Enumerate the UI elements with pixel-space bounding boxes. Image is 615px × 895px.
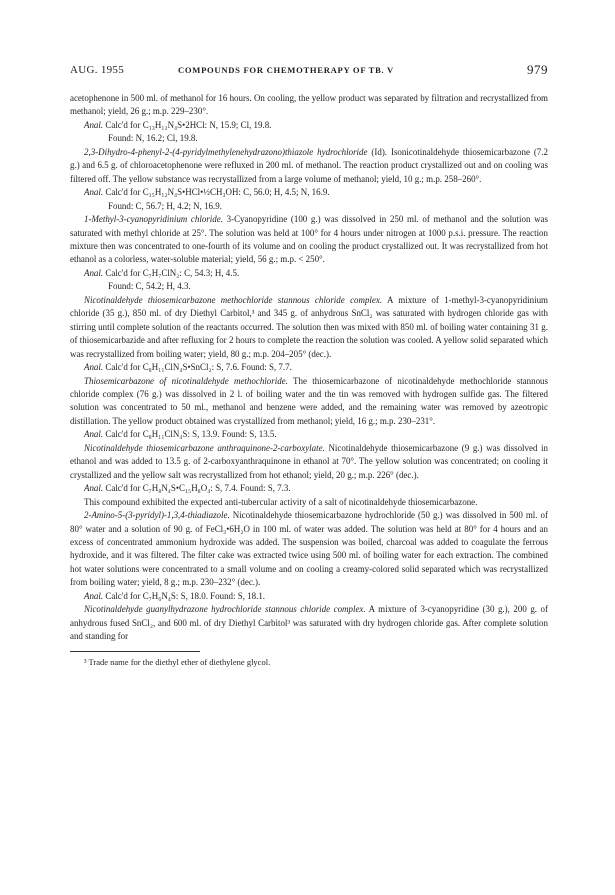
italic-run: 1-Methyl-3-cyanopyridinium chloride. xyxy=(84,214,223,225)
italic-run: Nicotinaldehyde thiosemicarbazone methochloride stannous chloride complex. xyxy=(84,294,383,305)
text-run: Calc'd for C₇H₆N₄S: S, 18.0. Found: S, 18.1. xyxy=(103,590,266,601)
italic-run: Anal. xyxy=(84,267,104,278)
body-paragraph xyxy=(70,294,548,361)
running-title: COMPOUNDS FOR CHEMOTHERAPY OF TB. V xyxy=(178,65,394,75)
italic-run: Nicotinaldehyde thiosemicarbazone anthraquinone-2-carboxylate. xyxy=(84,442,325,453)
text-run: Calc'd for C₁₃H₁₂N₄S•2HCl: N, 15.9; Cl, 19.8. xyxy=(103,119,272,130)
analysis-found xyxy=(70,280,548,293)
text-run: A mixture of 3-cyanopyridine (30 g.), 200 g. of anhydrous fused SnCl₂, and 600 ml. of dry Diethyl Carbitol³ was saturated with dry hydrogen chloride gas. After complete solution and standing for xyxy=(70,604,549,642)
text-run: Calc'd for C₇H₈N₄S•C₁₅H₈O₄: S, 7.4. Found: S, 7.3. xyxy=(103,483,291,494)
article-body xyxy=(70,92,548,644)
text-run: Calc'd for C₈H₁₁ClN₄S•SnCl₂: S, 7.6. Found: S, 7.7. xyxy=(103,362,292,373)
italic-run: 2-Amino-5-(3-pyridyl)-1,3,4-thiadiazole. xyxy=(84,510,230,521)
italic-run: Anal. xyxy=(84,187,104,198)
text-run: The thiosemicarbazone of nicotinaldehyde methochloride stannous chloride complex (76 g.) was dissolved in 2 l. of boiling water and the tin was removed with hydrogen sulfide gas. The filtered solution was concentrated to 50 ml., methanol and benzene were added, and the remaining water was removed by azeotropic distillation. The yellow product obtained was crystallized from methanol; yield, 16 g.; m.p. 230–231°. xyxy=(70,375,549,426)
footnote: ³ Trade name for the diethyl ether of diethylene glycol. xyxy=(84,656,271,667)
analysis-calculated xyxy=(70,119,548,132)
analysis-calculated xyxy=(70,428,548,441)
journal-page xyxy=(70,62,548,668)
italic-run: Anal. xyxy=(84,590,104,601)
text-run: Found: C, 56.7; H, 4.2; N, 16.9. xyxy=(108,200,222,211)
text-run: Calc'd for C₇H₇ClN₂: C, 54.3; H, 4.5. xyxy=(103,267,240,278)
italic-run: Anal. xyxy=(84,362,104,373)
analysis-calculated xyxy=(70,590,548,603)
text-run: Calc'd for C₁₅H₁₂N₄S•HCl•½CH₃OH: C, 56.0; H, 4.5; N, 16.9. xyxy=(103,187,330,198)
text-run: This compound exhibited the expected anti-tubercular activity of a salt of nicotinaldehyde thiosemicarbazone. xyxy=(84,496,478,507)
text-run: Found: C, 54.2; H, 4.3. xyxy=(108,281,191,292)
issue-date: AUG. 1955 xyxy=(70,64,125,76)
analysis-calculated xyxy=(70,482,548,495)
italic-run: Anal. xyxy=(84,483,104,494)
italic-run: Anal. xyxy=(84,429,104,440)
footnote-divider xyxy=(70,651,200,652)
text-run: Calc'd for C₈H₁₁ClN₄S: S, 13.9. Found: S, 13.5. xyxy=(103,429,277,440)
text-run: (Id). Isonicotinaldehyde thiosemicarbazone (7.2 g.) and 6.5 g. of chloroacetophenone were refluxed in 200 ml. of methanol. The reaction product crystallized out and on cooling was filtered off. The yellow substance was recrystallized from a large volume of methanol; yield, 10 g.; m.p. 258–260°. xyxy=(70,146,548,184)
italic-run: Thiosemicarbazone of nicotinaldehyde methochloride. xyxy=(84,375,288,386)
body-paragraph xyxy=(70,213,548,267)
body-paragraph xyxy=(70,442,548,482)
text-run: Found: N, 16.2; Cl, 19.8. xyxy=(108,133,198,144)
page-number: 979 xyxy=(527,62,548,77)
italic-run: 2,3-Dihydro-4-phenyl-2-(4-pyridylmethylenehydrazono)thiazole hydrochloride xyxy=(84,146,368,157)
text-run: acetophenone in 500 ml. of methanol for 16 hours. On cooling, the yellow product was separated by filtration and recrystallized from methanol; yield, 26 g.; m.p. 229–230°. xyxy=(70,93,548,117)
body-paragraph xyxy=(70,146,548,186)
body-paragraph xyxy=(70,509,548,590)
analysis-calculated xyxy=(70,267,548,280)
body-paragraph xyxy=(70,92,548,119)
italic-run: Nicotinaldehyde guanylhydrazone hydrochloride stannous chloride complex. xyxy=(84,604,366,615)
text-run: Nicotinaldehyde thiosemicarbazone hydrochloride (50 g.) was dissolved in 500 ml. of 80° water and a solution of 90 g. of FeCl₃•6H₂O in 100 ml. of water was added. The solution was held at 80° for 4 hours and an excess of concentrated ammonium hydroxide was added. The suspension was boiled, charcoal was added to coagulate the ferrous hydroxide, and it was filtered. The filter cake was extracted twice using 500 ml. of boiling water for each extraction. The combined hot water solutions were concentrated to a small volume and on cooling a creamy-colored solid separated which was recrystallized from boiling water; yield, 8 g.; m.p. 230–232° (dec.). xyxy=(70,510,548,588)
running-head xyxy=(70,62,548,84)
body-paragraph xyxy=(70,603,548,643)
body-paragraph xyxy=(70,496,548,509)
text-run: 3-Cyanopyridine (100 g.) was dissolved in 250 ml. of methanol and the solution was saturated with methyl chloride at 25°. The solution was held at 100° for 4 hours under nitrogen at 1000 p.s.i. pressure. The reaction mixture then was concentrated to one-fourth of its volume and on cooling the product crystallized out. It was recrystallized from hot ethanol as a colorless, water-soluble material; yield, 56 g.; m.p. < 250°. xyxy=(70,214,549,265)
italic-run: Anal. xyxy=(84,119,104,130)
text-run: Nicotinaldehyde thiosemicarbazone (9 g.) was dissolved in ethanol and was added to 13.5 g. of 2-carboxyanthraquinone in ethanol at 70°. The yellow solution was concentrated; on cooling it crystallized and the yellow salt was recrystallized from hot ethanol; yield, 20 g.; m.p. 226° (dec.). xyxy=(70,442,548,480)
analysis-found xyxy=(70,132,548,145)
analysis-calculated xyxy=(70,186,548,199)
body-paragraph xyxy=(70,375,548,429)
analysis-calculated xyxy=(70,361,548,374)
analysis-found xyxy=(70,200,548,213)
text-run: A mixture of 1-methyl-3-cyanopyridinium chloride (35 g.), 850 ml. of dry Diethyl Carbitol,³ and 345 g. of anhydrous SnCl₂ was saturated with hydrogen chloride gas with stirring until complete solution of the reactants occurred. The solution then was mixed with 850 ml. of boiling water containing 31 g. of thiosemicarbazide and after refluxing for 2 hours to complete the reaction the solution was cooled. A yellow solid separated which was recrystallized from boiling water; yield, 80 g.; m.p. 204–205° (dec.). xyxy=(70,294,548,359)
